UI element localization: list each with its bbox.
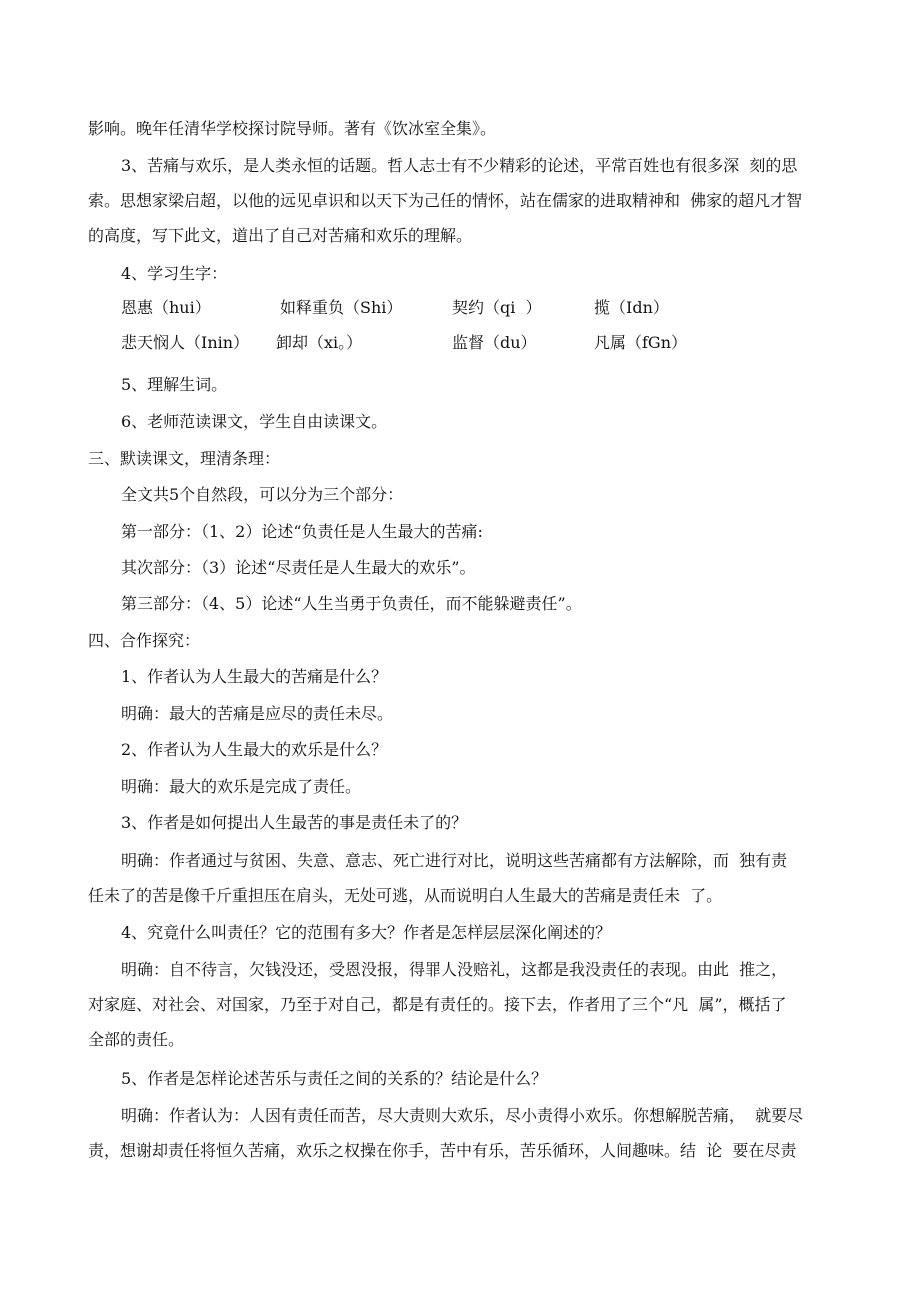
question-line: 1、作者认为人生最大的苦痛是什么？ [121,667,388,686]
vocab-item: 如释重负（Shi） [280,298,403,317]
question-line: 3、作者是如何提出人生最苦的事是责任未了的？ [121,813,468,832]
vocab-item: 悲天悯人（Inin） [121,333,250,352]
question-line: 4、究竟什么叫责任？它的范围有多大？作者是怎样层层深化阐述的？ [121,923,612,942]
answer-line: 明确：作者通过与贫困、失意、意志、死亡进行对比，说明这些苦痛都有方法解除，而 独有责 [121,851,788,870]
answer-line: 任未了的苦是像千斤重担压在肩头，无处可逃，从而说明白人生最大的苦痛是责任未 了。 [88,886,723,905]
list-item: 6、老师范读课文，学生自由读课文。 [121,412,388,431]
vocab-item: 卸却（xi。） [276,333,363,352]
question-line: 2、作者认为人生最大的欢乐是什么？ [121,740,388,759]
answer-line: 明确：最大的苦痛是应尽的责任未尽。 [121,704,394,723]
paragraph-line: 3、苦痛与欢乐，是人类永恒的话题。哲人志士有不少精彩的论述，平常百姓也有很多深 刻的思 [121,156,798,175]
vocab-item: 监督（du） [452,333,537,352]
paragraph-line: 第三部分：（4、5）论述“人生当勇于负责任，而不能躲避责任”。 [121,594,582,613]
paragraph-line: 其次部分：（3）论述“尽责任是人生最大的欢乐”。 [121,558,476,577]
paragraph-line: 的高度，写下此文，道出了自己对苦痛和欢乐的理解。 [88,226,473,245]
list-item: 5、理解生词。 [121,375,228,394]
answer-line: 明确：自不待言，欠钱没还，受恩没报，得罪人没赔礼，这都是我没责任的表现。由此 推之， [121,960,788,979]
vocab-item: 恩惠（hui） [121,298,211,317]
section-heading: 三、默读课文，理清条理： [88,449,281,468]
answer-line: 全部的责任。 [88,1030,185,1049]
section-heading: 四、合作探究： [88,631,201,650]
answer-line: 明确：最大的欢乐是完成了责任。 [121,777,362,796]
vocab-item: 凡属（fGn） [594,333,688,352]
paragraph-line: 影响。晚年任清华学校探讨院导师。著有《饮冰室全集》。 [88,119,497,138]
paragraph-line: 第一部分：（1、2）论述“负责任是人生最大的苦痛: [121,522,483,541]
list-heading: 4、学习生字： [121,264,228,283]
vocab-item: 揽（Idn） [594,298,669,317]
answer-line: 明确：作者认为：人因有责任而苦，尽大责则大欢乐，尽小责得小欢乐。你想解脱苦痛， 就要尽 [121,1106,804,1125]
question-line: 5、作者是怎样论述苦乐与责任之间的关系的？结论是什么？ [121,1069,548,1088]
paragraph-line: 索。思想家梁启超，以他的远见卓识和以天下为己任的情怀，站在儒家的进取精神和 佛家的超凡才智 [88,191,803,210]
answer-line: 对家庭、对社会、对国家，乃至于对自己，都是有责任的。接下去，作者用了三个“凡 属”，概括了 [88,995,787,1014]
answer-line: 责，想谢却责任将恒久苦痛，欢乐之权操在你手，苦中有乐，苦乐循环，人间趣味。结 论 要在尽责 [88,1141,797,1160]
paragraph-line: 全文共5个自然段，可以分为三个部分： [121,485,404,504]
vocab-item: 契约（qi ） [452,298,542,317]
